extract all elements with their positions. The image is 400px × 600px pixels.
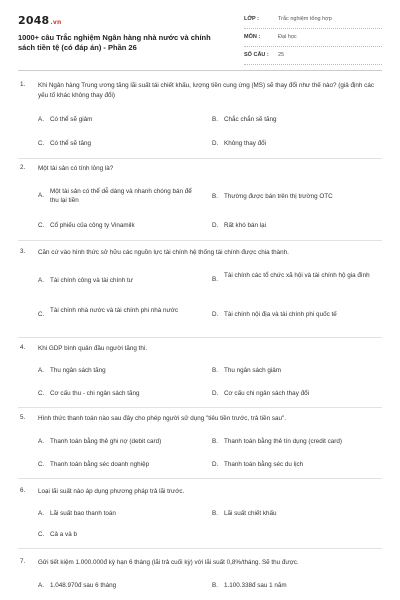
option-text: 1.100.338đ sau 1 năm	[224, 582, 287, 589]
meta-value: Đại học	[278, 34, 297, 40]
option-text: Thu ngân sách giảm	[224, 367, 282, 374]
meta-key: MÔN :	[244, 34, 261, 40]
option-letter: B.	[212, 193, 218, 200]
option-text: Lãi suất bao thanh toán	[50, 510, 116, 517]
document-header	[18, 10, 382, 66]
option-letter: A.	[38, 582, 44, 589]
question-number: 4.	[20, 344, 26, 351]
meta-row-count	[244, 50, 382, 65]
meta-key: SỐ CÂU :	[244, 52, 269, 58]
question-text: Gửi tiết kiệm 1.000.000đ kỳ hạn 6 tháng (lãi trả cuối kỳ) với lãi suất 0,8%/tháng. Sẽ thu được.	[38, 559, 299, 566]
option-letter: A.	[38, 510, 44, 517]
option-letter: D.	[212, 140, 219, 147]
option-text: Cả a và b	[50, 531, 77, 538]
question-text: Một tài sản có tính lỏng là?	[38, 165, 114, 172]
option-text: Thanh toán bằng séc du lịch	[224, 461, 304, 468]
option-text: 1.048.970đ sau 6 tháng	[50, 582, 117, 589]
question-divider	[18, 158, 382, 159]
option-letter: B.	[212, 276, 218, 283]
option-letter: B.	[212, 116, 218, 123]
question-text: Khi GDP bình quân đầu người tăng thì.	[38, 345, 148, 352]
option-text: Có thể sẽ giảm	[50, 116, 93, 123]
option-text: Một tài sản có thể dễ dàng và nhanh chóng bán để thu lại tiền	[50, 188, 192, 204]
option-text: Cơ cấu chi ngân sách thay đổi	[224, 390, 309, 397]
option-text: Có thể sẽ tăng	[50, 140, 91, 147]
logo-text: 2048	[18, 14, 50, 27]
option-letter: C.	[38, 311, 45, 318]
option-letter: B.	[212, 438, 218, 445]
option-letter: A.	[38, 438, 44, 445]
meta-value: 25	[278, 52, 285, 58]
document-title: 1000+ câu Trắc nghiệm Ngân hàng nhà nước và chính sách tiền tệ (có đáp án) - Phần 26	[18, 33, 211, 52]
meta-value: Trắc nghiệm tổng hợp	[278, 16, 332, 22]
option-letter: C.	[38, 531, 45, 538]
option-text: Thanh toán bằng séc doanh nghiệp	[50, 461, 150, 468]
option-letter: A.	[38, 192, 44, 199]
option-text: Lãi suất chiết khấu	[224, 510, 277, 517]
option-letter: B.	[212, 367, 218, 374]
option-letter: A.	[38, 367, 44, 374]
option-letter: C.	[38, 222, 45, 229]
option-text: Không thay đổi	[224, 140, 267, 147]
option-text: Tài chính công và tài chính tư	[50, 277, 133, 284]
question-text: Căn cứ vào hình thức sở hữu các nguồn lực tài chính hệ thống tài chính được chia thành.	[38, 249, 289, 256]
option-letter: C.	[38, 461, 45, 468]
question-divider	[18, 337, 382, 338]
question-divider	[18, 478, 382, 479]
question-number: 7.	[20, 558, 26, 565]
option-text: Chắc chắn sẽ tăng	[224, 116, 277, 123]
question-text: Hình thức thanh toán nào sau đây cho phép người sử dụng "tiêu tiền trước, trả tiền sau".	[38, 415, 287, 422]
question-divider	[18, 240, 382, 241]
question-number: 1.	[20, 81, 26, 88]
meta-row-class	[244, 14, 382, 29]
option-letter: D.	[212, 222, 219, 229]
option-letter: C.	[38, 140, 45, 147]
option-letter: A.	[38, 277, 44, 284]
option-text: Thu ngân sách tăng	[50, 367, 106, 374]
option-text: Tài chính các tổ chức xã hội và tài chính hộ gia đình	[224, 272, 370, 279]
meta-key: LỚP :	[244, 16, 259, 22]
option-text: Tài chính nhà nước và tài chính phi nhà nước	[50, 307, 179, 314]
option-letter: D.	[212, 390, 219, 397]
option-text: Cơ cấu thu - chi ngân sách tăng	[50, 390, 140, 397]
question-number: 2.	[20, 164, 26, 171]
option-letter: A.	[38, 116, 44, 123]
option-text: Thanh toán bằng thẻ tín dụng (credit card)	[224, 438, 342, 445]
site-logo[interactable]	[18, 14, 61, 27]
header-divider	[18, 70, 382, 71]
logo-tld: .vn	[50, 19, 62, 26]
option-letter: B.	[212, 582, 218, 589]
option-text: Tài chính nội địa và tài chính phi quốc tế	[224, 311, 337, 318]
option-text: Cổ phiếu của công ty Vinamilk	[50, 222, 135, 229]
meta-row-subject	[244, 32, 382, 47]
question-number: 5.	[20, 414, 26, 421]
question-text: Loại lãi suất nào áp dụng phương pháp trả lãi trước.	[38, 488, 185, 495]
question-number: 3.	[20, 248, 26, 255]
question-divider	[18, 407, 382, 408]
option-text: Thanh toán bằng thẻ ghi nợ (debit card)	[50, 438, 162, 445]
question-text: Khi Ngân hàng Trung ương tăng lãi suất tái chiết khấu, lượng tiền cung ứng (MS) sẽ thay đổi như thế nào? (giả định các yếu tố khác không thay đổi)	[38, 82, 374, 99]
option-letter: C.	[38, 390, 45, 397]
option-letter: D.	[212, 461, 219, 468]
option-letter: D.	[212, 311, 219, 318]
option-text: Rất khó bán lại	[224, 222, 267, 229]
meta-table	[244, 14, 382, 68]
option-text: Thường được bán trên thị trường OTC	[224, 193, 333, 200]
option-letter: B.	[212, 510, 218, 517]
question-number: 6.	[20, 487, 26, 494]
question-divider	[18, 548, 382, 549]
